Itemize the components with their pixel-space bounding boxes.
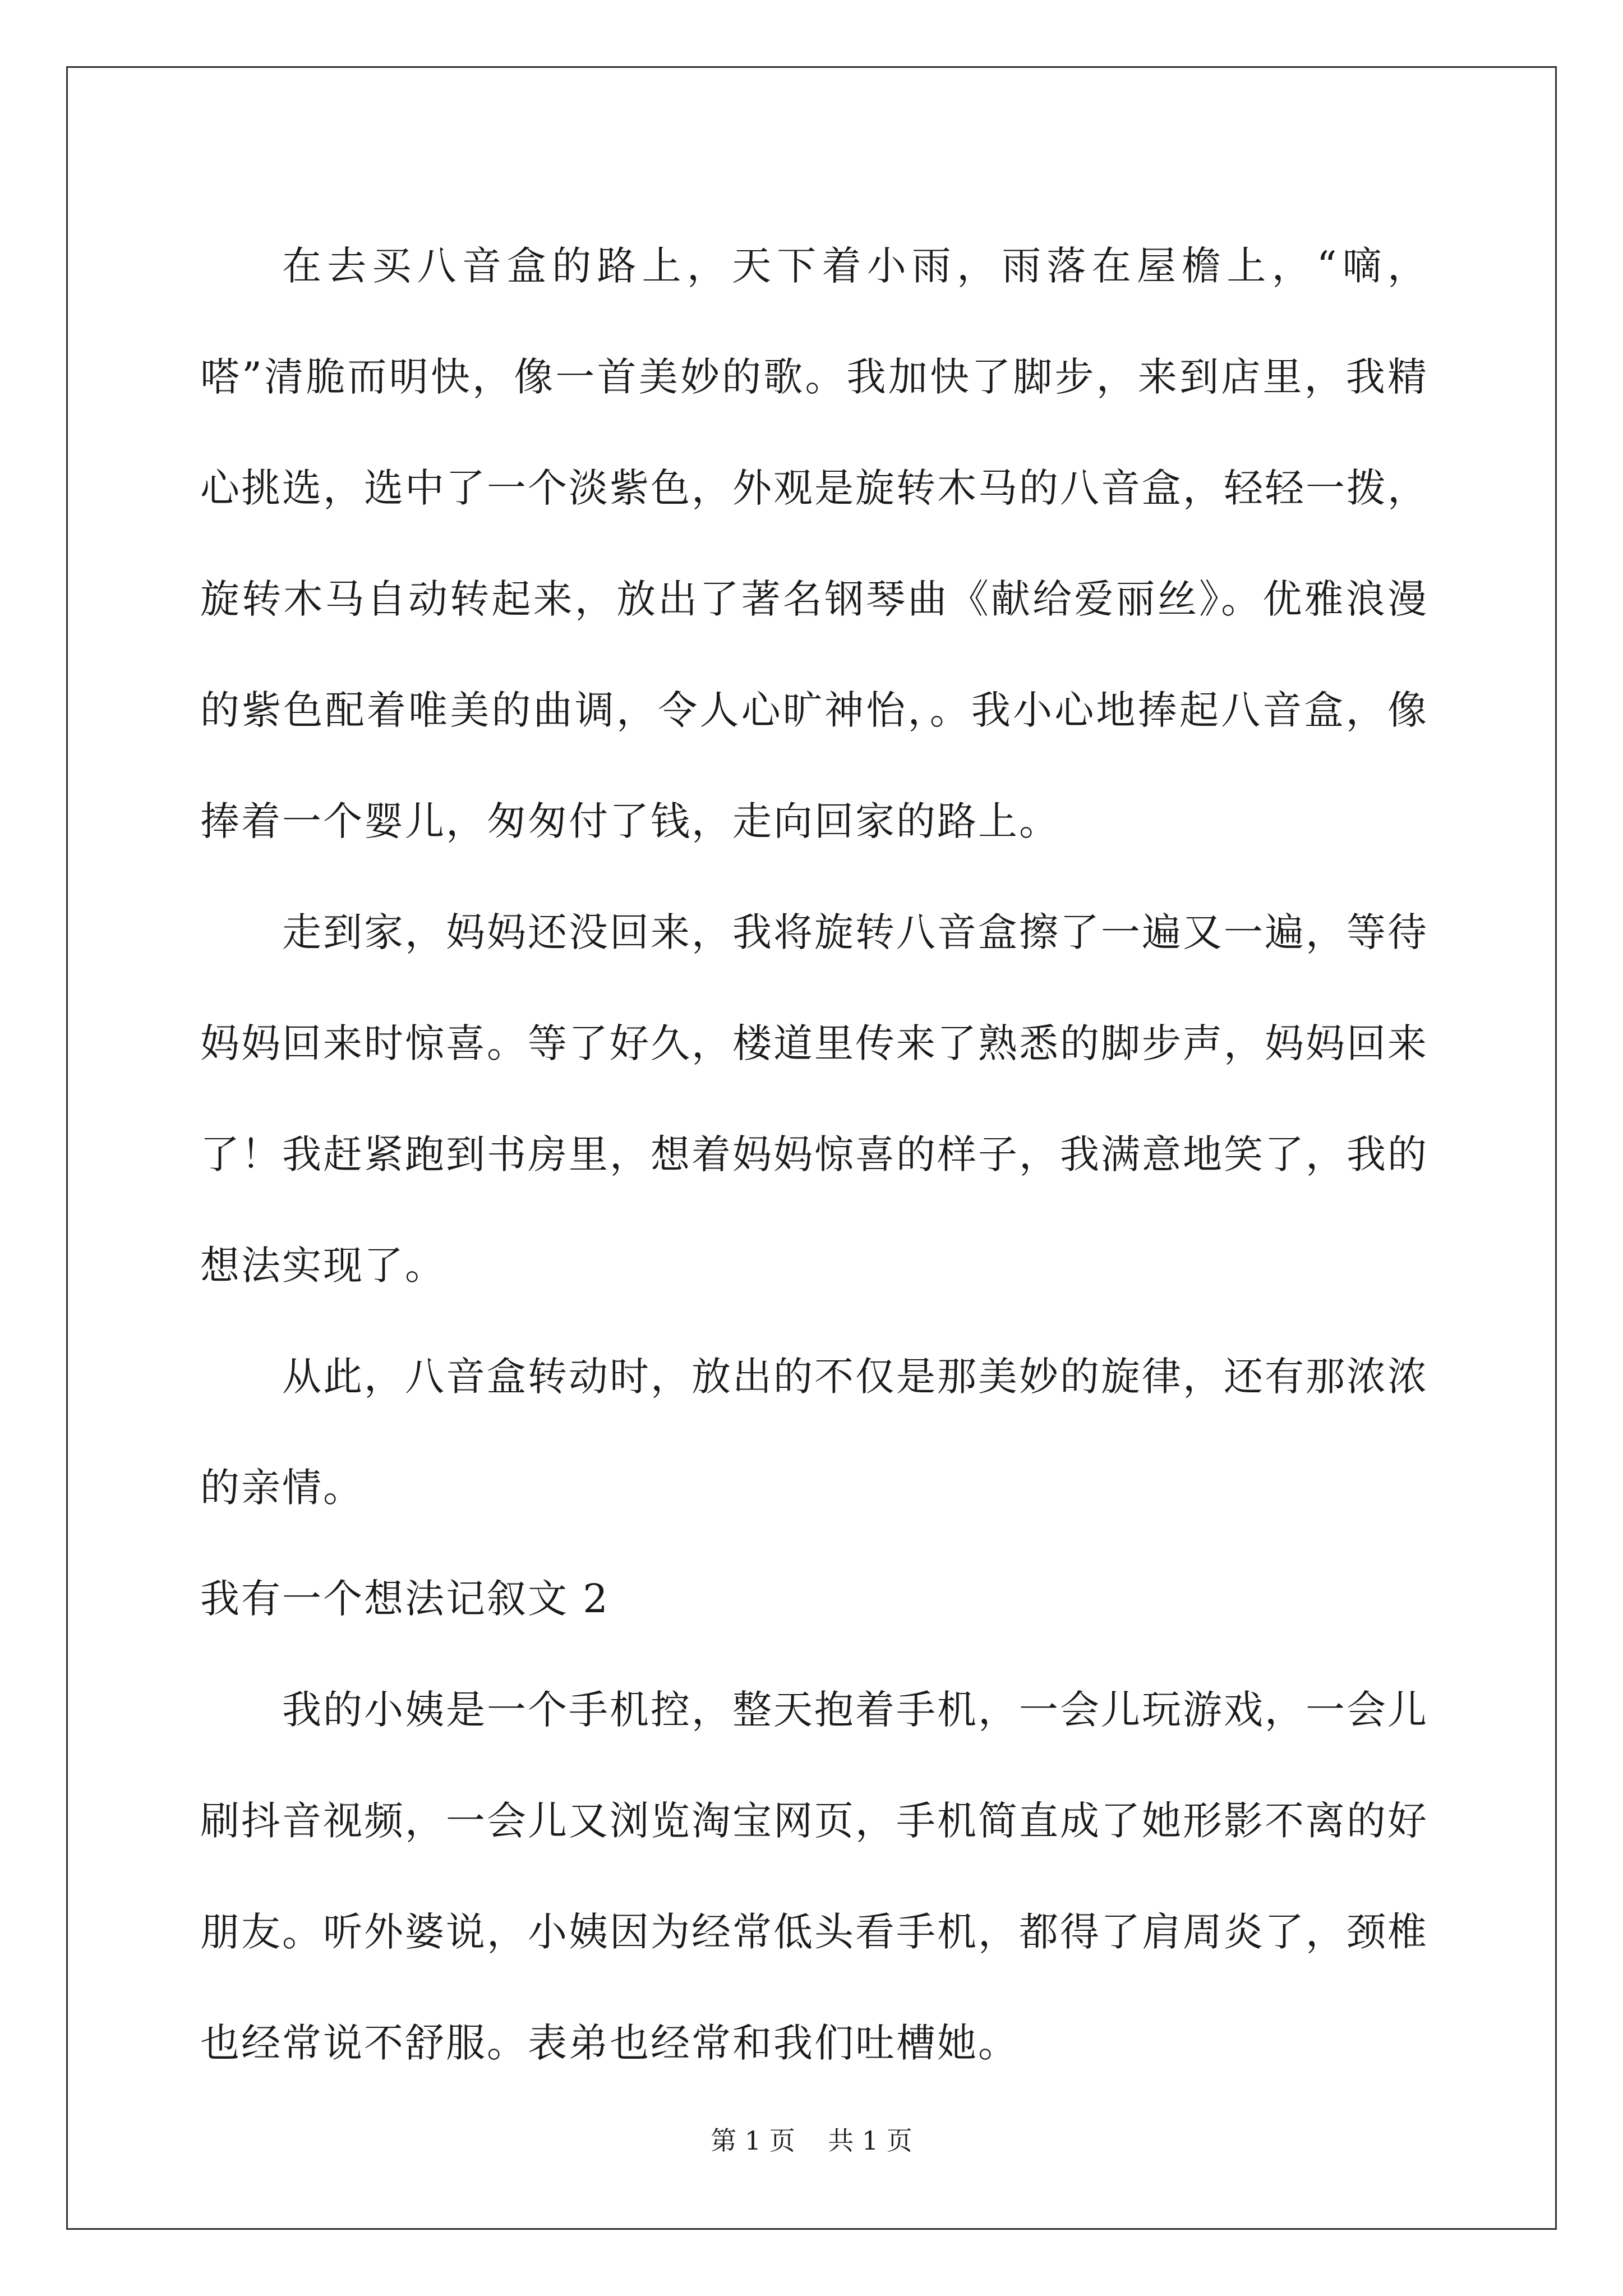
page-total: 共 1 页	[828, 2125, 912, 2156]
page-footer	[0, 2124, 1623, 2157]
document-body	[200, 210, 1428, 2099]
paragraph: 从此，八音盒转动时，放出的不仅是那美妙的旋律，还有那浓浓的亲情。	[200, 1354, 1428, 1511]
paragraph: 在去买八音盒的路上，天下着小雨，雨落在屋檐上，“嘀，嗒”清脆而明快，像一首美妙的歌。我加快了脚步，来到店里，我精心挑选，选中了一个淡紫色，外观是旋转木马的八音盒，轻轻一拨，旋转木马自动转起来，放出了著名钢琴曲《献给爱丽丝》。优雅浪漫的紫色配着唯美的曲调，令人心旷神怡，。我小心地捧起八音盒，像捧着一个婴儿，匆匆付了钱，走向回家的路上。	[200, 243, 1428, 844]
paragraph: 我的小姨是一个手机控，整天抱着手机，一会儿玩游戏，一会儿刷抖音视频，一会儿又浏览淘宝网页，手机简直成了她形影不离的好朋友。听外婆说，小姨因为经常低头看手机，都得了肩周炎了，颈椎也经常说不舒服。表弟也经常和我们吐槽她。	[200, 1687, 1428, 2066]
paragraph: 走到家，妈妈还没回来，我将旋转八音盒擦了一遍又一遍，等待妈妈回来时惊喜。等了好久，楼道里传来了熟悉的脚步声，妈妈回来了！我赶紧跑到书房里，想着妈妈惊喜的样子，我满意地笑了，我的想法实现了。	[200, 909, 1428, 1289]
section-title: 我有一个想法记叙文 2	[200, 1576, 610, 1622]
page-number: 第 1 页	[711, 2125, 795, 2156]
